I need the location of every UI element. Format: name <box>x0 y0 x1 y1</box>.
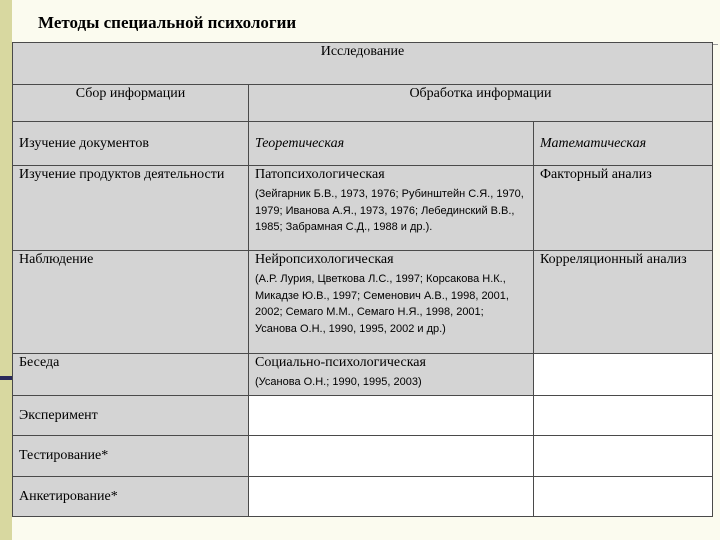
theory-cell-empty <box>249 477 534 517</box>
collect-info-header: Сбор информации <box>13 85 249 122</box>
research-header: Исследование <box>13 43 713 85</box>
theory-name: Патопсихологическая <box>255 167 385 182</box>
method-cell: Изучение документов <box>13 122 249 166</box>
math-cell-empty <box>534 354 713 396</box>
theory-cell <box>249 251 534 354</box>
table-row <box>13 122 713 166</box>
theory-name: Нейропсихологическая <box>255 252 394 267</box>
method-cell: Беседа <box>13 354 249 396</box>
table-row <box>13 477 713 517</box>
math-cell: Факторный анализ <box>534 166 713 251</box>
math-cell-empty <box>534 436 713 477</box>
method-cell: Тестирование* <box>13 436 249 477</box>
table-header-row <box>13 43 713 85</box>
theory-refs: (Усанова О.Н.; 1990, 1995, 2003) <box>255 376 422 388</box>
theoretical-heading: Теоретическая <box>249 122 534 166</box>
theory-name: Социально-психологическая <box>255 355 426 370</box>
table-row <box>13 354 713 396</box>
process-info-header: Обработка информации <box>249 85 713 122</box>
table-row <box>13 251 713 354</box>
method-cell: Изучение продуктов деятельности <box>13 166 249 251</box>
theory-cell-empty <box>249 436 534 477</box>
table-subheader-row <box>13 85 713 122</box>
table-row <box>13 166 713 251</box>
method-cell: Наблюдение <box>13 251 249 354</box>
method-cell: Эксперимент <box>13 396 249 436</box>
math-cell-empty <box>534 396 713 436</box>
math-cell: Корреляционный анализ <box>534 251 713 354</box>
table-row <box>13 436 713 477</box>
theory-cell <box>249 354 534 396</box>
method-cell: Анкетирование* <box>13 477 249 517</box>
left-decor-line <box>0 376 12 380</box>
theory-refs: (А.Р. Лурия, Цветкова Л.С., 1997; Корсакова Н.К., Микадзе Ю.В., 1997; Семенович А.В., 1998, 2001, 2002; Семаго М.М., Семаго Н.Я., 1998, 2001; Усанова О.Н., 1990, 1995, 2002 и др.) <box>255 273 509 335</box>
left-decor-band <box>0 0 12 540</box>
methods-table <box>12 42 713 517</box>
slide-title: Методы специальной психологии <box>38 13 297 32</box>
theory-refs: (Зейгарник Б.В., 1973, 1976; Рубинштейн С.Я., 1970, 1979; Иванова А.Я., 1973, 1976; Лебединский В.В., 1985; Забрамная С.Д., 1988 и др.). <box>255 188 524 233</box>
math-cell-empty <box>534 477 713 517</box>
theory-cell-empty <box>249 396 534 436</box>
mathematical-heading: Математическая <box>534 122 713 166</box>
table-row <box>13 396 713 436</box>
theory-cell <box>249 166 534 251</box>
